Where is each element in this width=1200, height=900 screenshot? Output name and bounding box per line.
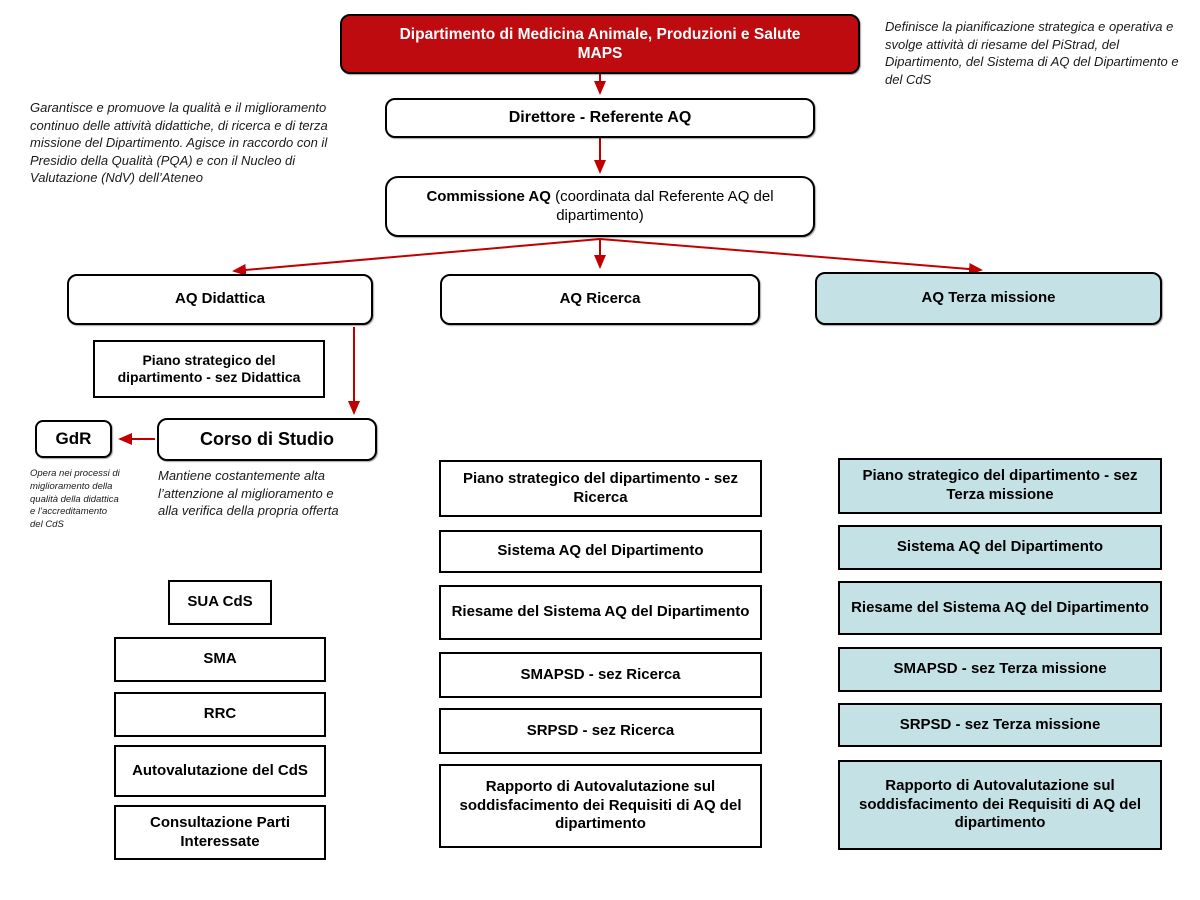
autovalutazione-cds-box: Autovalutazione del CdS: [114, 745, 326, 797]
ricerca-item-box: Rapporto di Autovalutazione sul soddisfacimento dei Requisiti di AQ del dipartimento: [439, 764, 762, 848]
rrc-box: RRC: [114, 692, 326, 737]
commission-label: [395, 188, 805, 226]
terza-item-box: SRPSD - sez Terza missione: [838, 703, 1162, 747]
ricerca-item-box: Sistema AQ del Dipartimento: [439, 530, 762, 573]
commission-label-bold: Commissione AQ: [426, 187, 551, 205]
terza-item-box: Piano strategico del dipartimento - sez Terza missione: [838, 458, 1162, 514]
sua-cds-box: SUA CdS: [168, 580, 272, 625]
department-box: [340, 14, 860, 74]
ricerca-item-box: SMAPSD - sez Ricerca: [439, 652, 762, 698]
ricerca-item-box: Piano strategico del dipartimento - sez Ricerca: [439, 460, 762, 517]
commission-box: [385, 176, 815, 237]
note-corso: Mantiene costantemente alta l’attenzione al miglioramento e alla verifica della propria offerta: [158, 468, 339, 519]
branch-ricerca-box: AQ Ricerca: [440, 274, 760, 325]
department-title-line2: MAPS: [577, 45, 623, 62]
arrow-commission-to-terza: [600, 239, 981, 270]
ricerca-item-box: SRPSD - sez Ricerca: [439, 708, 762, 754]
terza-item-box: Riesame del Sistema AQ del Dipartimento: [838, 581, 1162, 635]
terza-item-box: Rapporto di Autovalutazione sul soddisfacimento dei Requisiti di AQ del dipartimento: [838, 760, 1162, 850]
sma-box: SMA: [114, 637, 326, 682]
branch-didattica-box: AQ Didattica: [67, 274, 373, 325]
ricerca-item-box: Riesame del Sistema AQ del Dipartimento: [439, 585, 762, 640]
commission-label-rest: (coordinata dal Referente AQ del dipartimento): [550, 187, 774, 224]
director-box: Direttore - Referente AQ: [385, 98, 815, 138]
corso-di-studio-box: Corso di Studio: [157, 418, 377, 461]
note-top-right: Definisce la pianificazione strategica e operativa e svolge attività di riesame del PiStrad, del Dipartimento, del Sistema di AQ del Dipartimento e del CdS: [885, 19, 1179, 87]
terza-item-box: Sistema AQ del Dipartimento: [838, 525, 1162, 570]
gdr-box: GdR: [35, 420, 112, 458]
consultazione-parti-box: Consultazione Parti Interessate: [114, 805, 326, 860]
department-title-line1: Dipartimento di Medicina Animale, Produzioni e Salute: [399, 25, 801, 43]
piano-strategico-didattica-box: Piano strategico del dipartimento - sez Didattica: [93, 340, 325, 398]
terza-item-box: SMAPSD - sez Terza missione: [838, 647, 1162, 692]
branch-terza-missione-box: AQ Terza missione: [815, 272, 1162, 325]
note-gdr: Opera nei processi di miglioramento della qualità della didattica e l’accreditamento del CdS: [30, 468, 120, 531]
note-left: Garantisce e promuove la qualità e il miglioramento continuo delle attività didattiche, di ricerca e di terza missione del Dipartimento. Agisce in raccordo con il Presidio della Qualità (PQA) e con il Nucleo di Valutazione (NdV) dell’Ateneo: [30, 100, 328, 186]
arrow-commission-to-didattica: [234, 239, 600, 271]
